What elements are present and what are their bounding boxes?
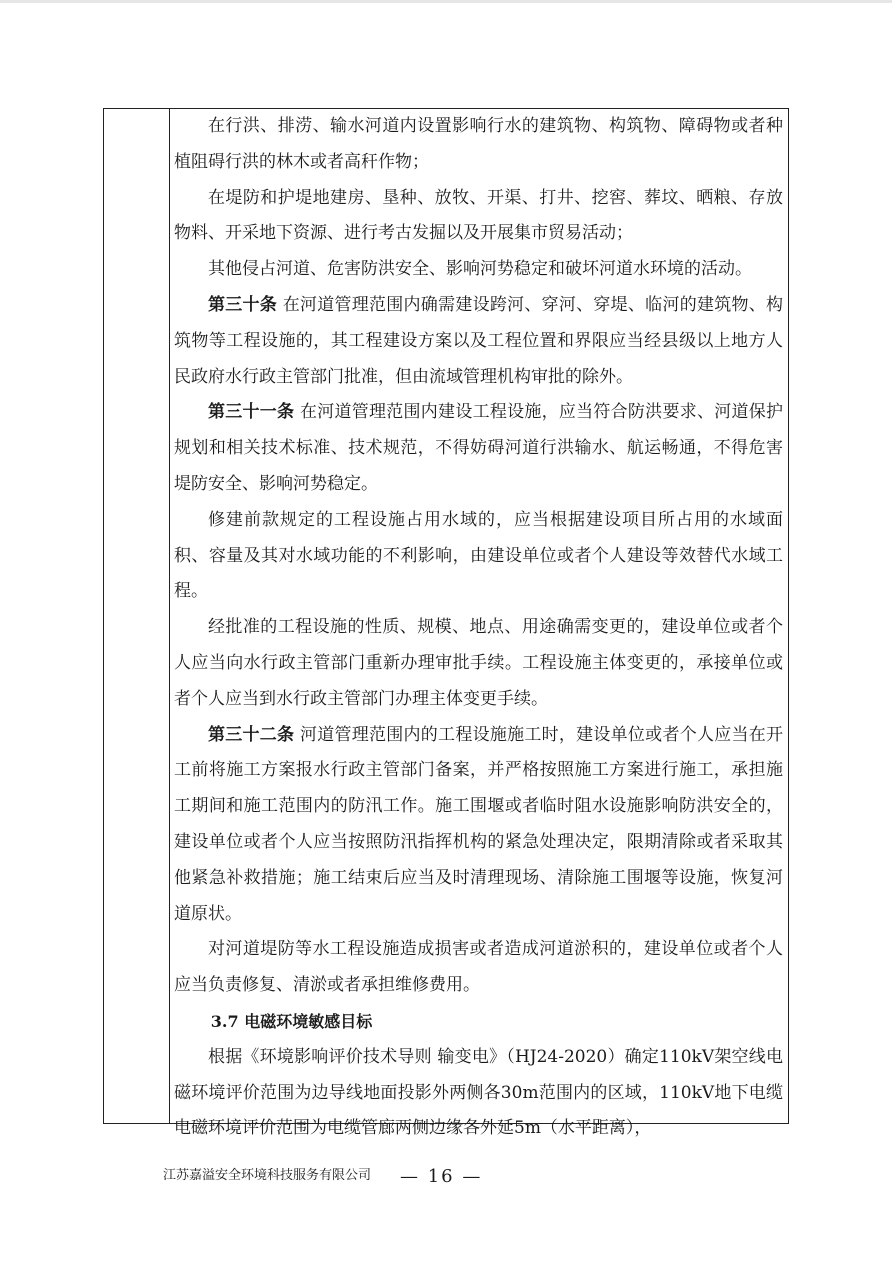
paragraph-6	[174, 503, 783, 610]
paragraph-9	[174, 932, 783, 1004]
article-lead: 第三十条	[208, 294, 278, 315]
paragraph-2	[174, 181, 783, 253]
page-number: — 16 —	[400, 1166, 483, 1187]
paragraph-text: 在河道管理范围内建设工程设施，应当符合防洪要求、河道保护规划和相关技术标准、技术规范，不得妨碍河道行洪输水、航运畅通，不得危害堤防安全、影响河势稳定。	[174, 402, 784, 494]
paragraph-3	[174, 252, 783, 288]
paragraph-text: 其他侵占河道、危害防洪安全、影响河势稳定和破坏河道水环境的活动。	[208, 259, 752, 280]
paragraph-7	[174, 610, 783, 717]
table-content-cell	[174, 109, 784, 1139]
table-left-column	[104, 109, 170, 1123]
paragraph-text: 在堤防和护堤地建房、垦种、放牧、开渠、打井、挖窖、葬坟、晒粮、存放物料、开采地下资源、进行考古发掘以及开展集市贸易活动；	[174, 187, 783, 244]
paragraph-text: 对河道堤防等水工程设施造成损害或者造成河道淤积的，建设单位或者个人应当负责修复、清淤或者承担维修费用。	[174, 939, 783, 996]
paragraph-1	[174, 109, 783, 181]
article-32	[174, 718, 783, 933]
top-edge-rule	[0, 0, 892, 3]
paragraph-text: 在河道管理范围内确需建设跨河、穿河、穿堤、临河的建筑物、构筑物等工程设施的，其工程建设方案以及工程位置和界限应当经县级以上地方人民政府水行政主管部门批准，但由流域管理机构审批的除外。	[174, 294, 784, 387]
paragraph-text: 修建前款规定的工程设施占用水域的，应当根据建设项目所占用的水域面积、容量及其对水域功能的不利影响，由建设单位或者个人建设等效替代水域工程。	[174, 509, 783, 602]
article-lead: 第三十一条	[208, 402, 295, 423]
paragraph-text: 在行洪、排涝、输水河道内设置影响行水的建筑物、构筑物、障碍物或者种植阻碍行洪的林木或者高秆作物；	[174, 116, 783, 172]
article-lead: 第三十二条	[208, 724, 295, 745]
document-table-frame	[103, 108, 789, 1139]
paragraph-text: 经批准的工程设施的性质、规模、地点、用途确需变更的，建设单位或者个人应当向水行政主管部门重新办理审批手续。工程设施主体变更的，承接单位或者个人应当到水行政主管部门办理主体变更手续。	[174, 617, 783, 709]
footer-company-name: 江苏嘉溢安全环境科技服务有限公司	[163, 1168, 372, 1183]
section-heading: 3.7 电磁环境敏感目标	[210, 1011, 373, 1031]
final-paragraph: 根据《环境影响评价技术导则 输变电》（HJ24-2020）确定110kV架空线电磁环境评价范围为边导线地面投影外两侧各30m范围内的区域，110kV地下电缆电磁环境评价范围为电缆管廊两侧边缘各外延5m（水平距离），	[174, 1046, 783, 1139]
article-31	[174, 395, 783, 502]
paragraph-text: 河道管理范围内的工程设施施工时，建设单位或者个人应当在开工前将施工方案报水行政主管部门备案，并严格按照施工方案进行施工，承担施工期间和施工范围内的防汛工作。施工围堰或者临时阻水设施影响防洪安全的，建设单位或者个人应当按照防汛指挥机构的紧急处理决定，限期清除或者采取其他紧急补救措施；施工结束后应当及时清理现场、清除施工围堰等设施，恢复河道原状。	[174, 724, 784, 924]
article-30	[174, 288, 783, 395]
